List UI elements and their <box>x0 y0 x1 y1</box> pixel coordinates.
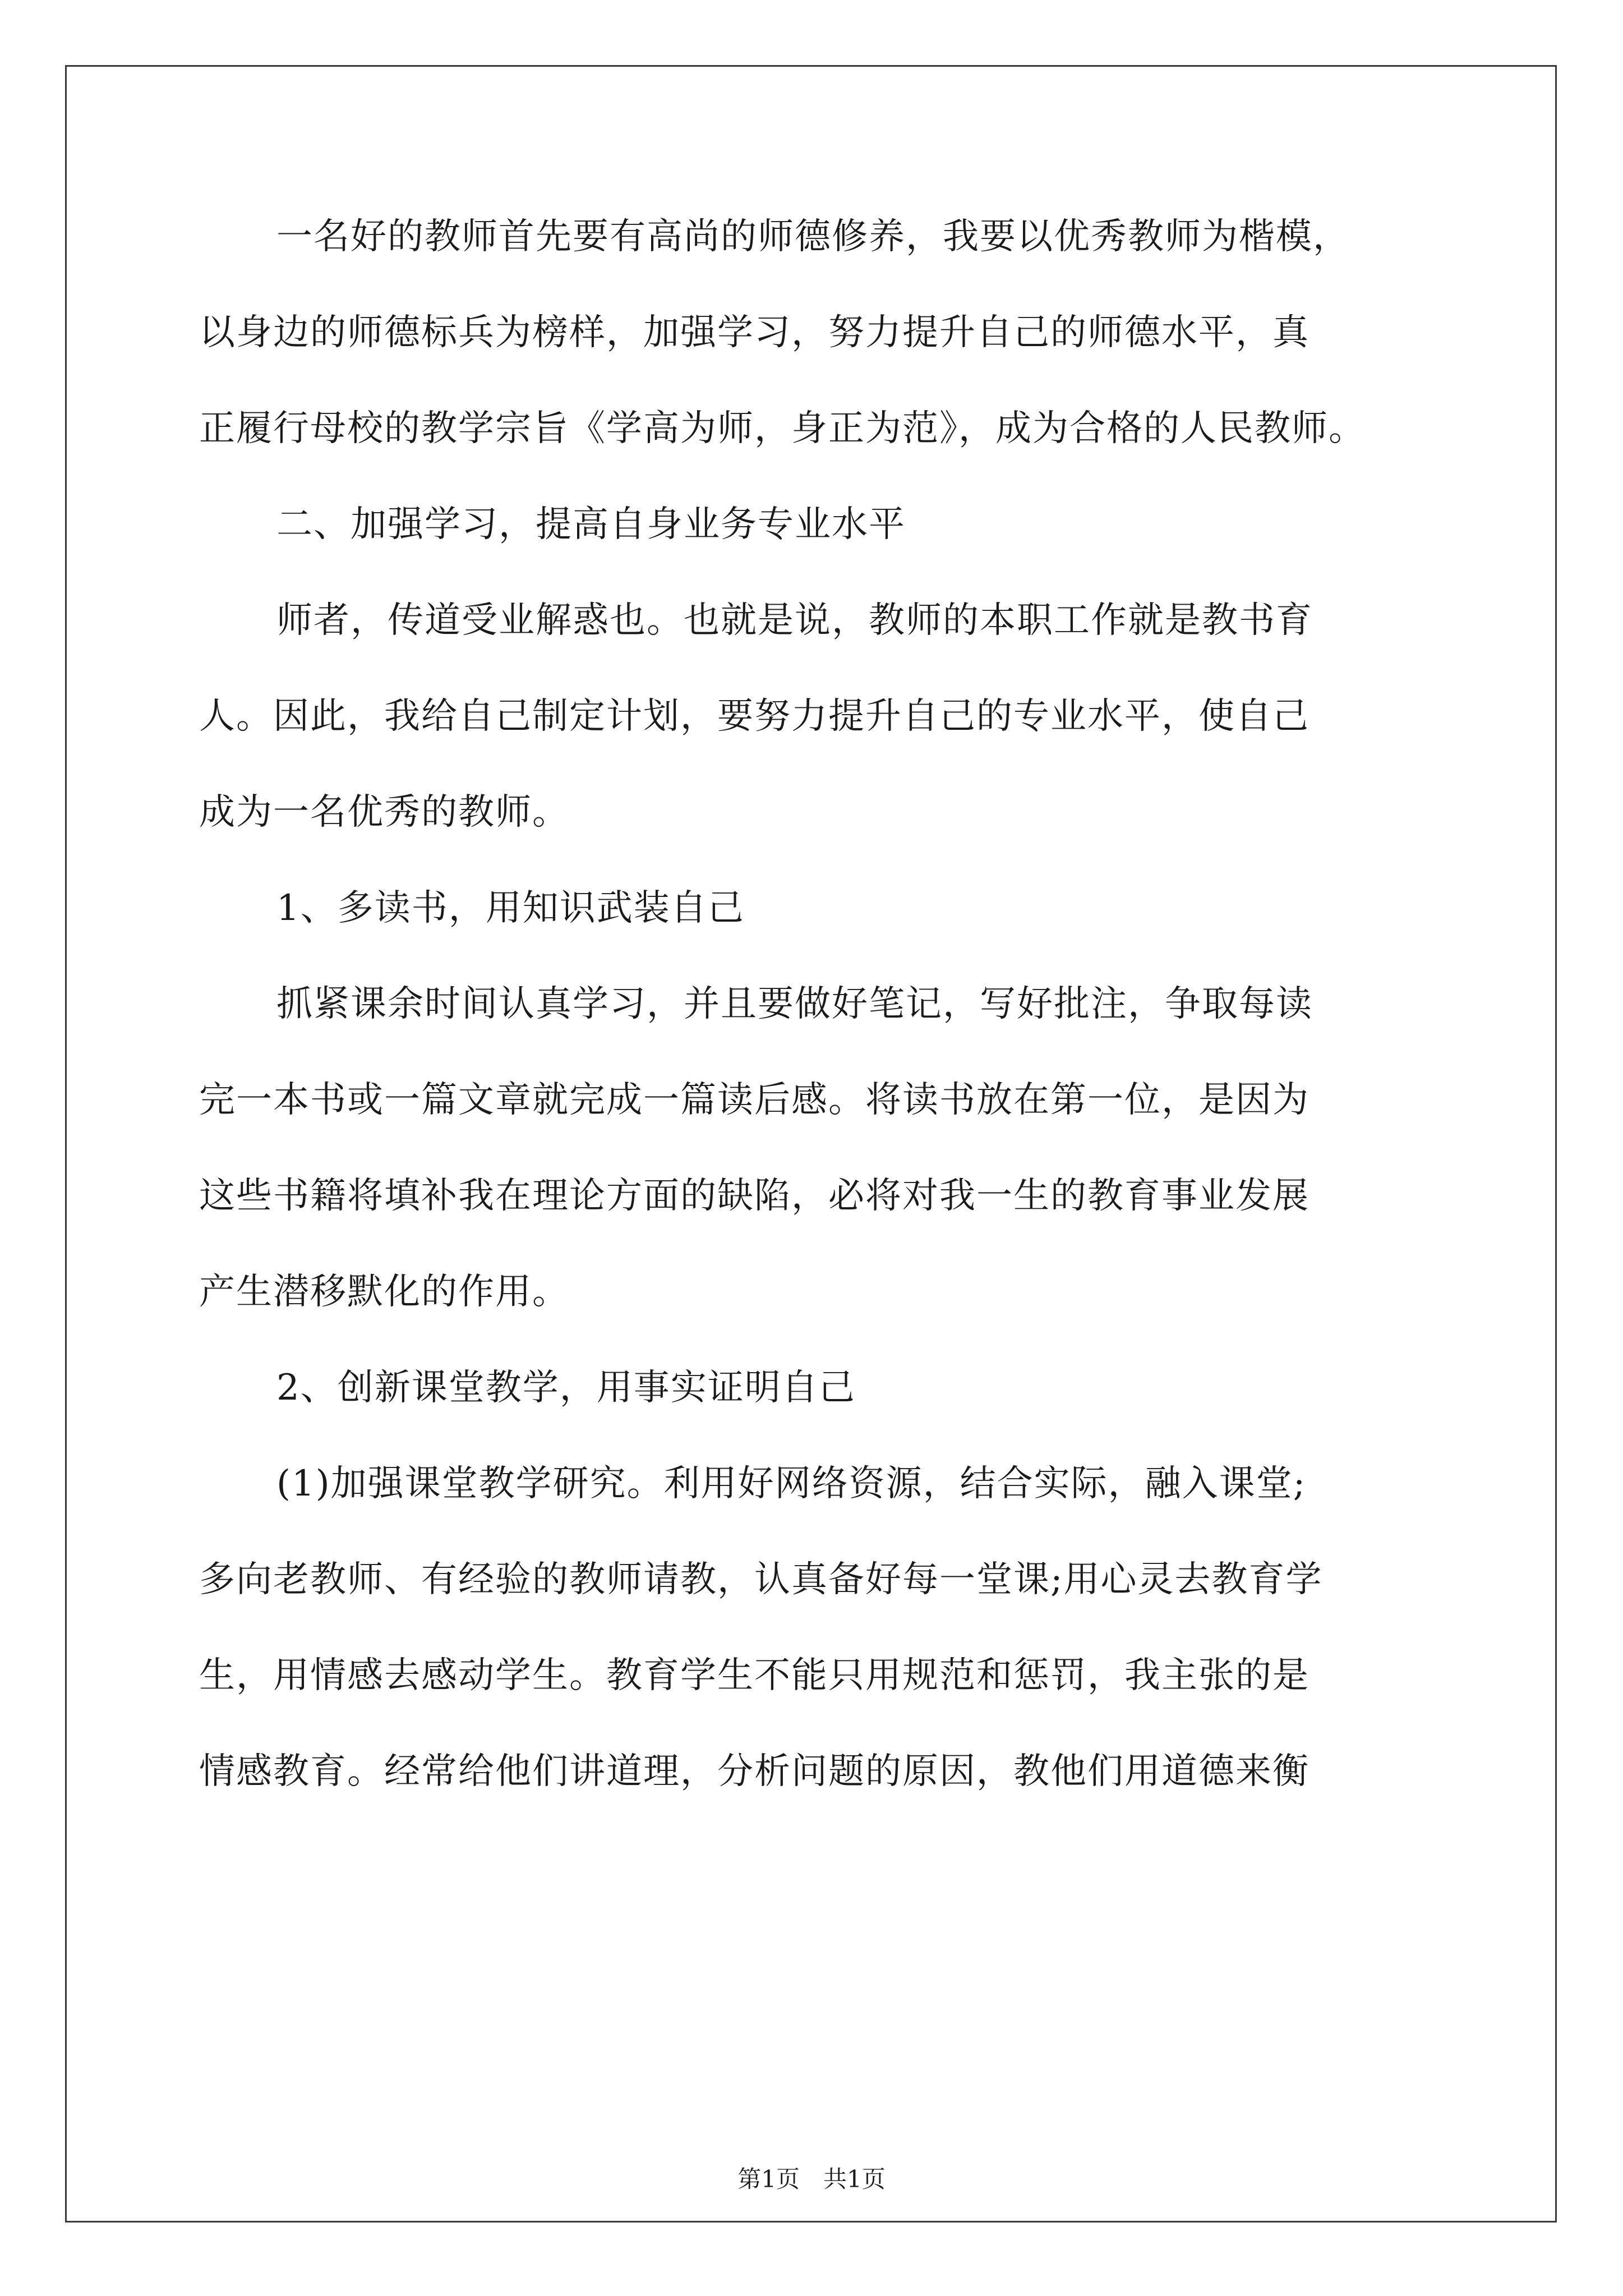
text-line-12: 产生潜移默化的作用。 <box>199 1271 569 1313</box>
page-number-current: 第1页 <box>737 2165 800 2193</box>
text-line-2: 以身边的师德标兵为榜样，加强学习，努力提升自己的师德水平，真 <box>199 312 1310 353</box>
text-line-5: 师者，传道受业解惑也。也就是说，教师的本职工作就是教书育 <box>276 600 1313 641</box>
section-heading-2: 二、加强学习，提高自身业务专业水平 <box>276 504 906 545</box>
text-line-15: 多向老教师、有经验的教师请教，认真备好每一堂课;用心灵去教育学 <box>199 1559 1323 1600</box>
document-body <box>199 215 1433 1846</box>
text-line-7: 成为一名优秀的教师。 <box>199 792 569 833</box>
text-line-17: 情感教育。经常给他们讲道理，分析问题的原因，教他们用道德来衡 <box>199 1751 1310 1792</box>
text-line-14: (1)加强课堂教学研究。利用好网络资源，结合实际，融入课堂; <box>276 1463 1307 1504</box>
page-number-total: 共1页 <box>823 2165 886 2193</box>
text-line-9: 抓紧课余时间认真学习，并且要做好笔记，写好批注，争取每读 <box>276 983 1313 1025</box>
page-footer <box>0 2165 1623 2193</box>
subheading-2: 2、创新课堂教学，用事实证明自己 <box>276 1367 856 1409</box>
text-line-10: 完一本书或一篇文章就完成一篇读后感。将读书放在第一位，是因为 <box>199 1079 1310 1121</box>
text-line-3: 正履行母校的教学宗旨《学高为师，身正为范》，成为合格的人民教师。 <box>199 408 1366 449</box>
subheading-1: 1、多读书，用知识武装自己 <box>276 887 745 929</box>
text-line-6: 人。因此，我给自己制定计划，要努力提升自己的专业水平，使自己 <box>199 696 1310 737</box>
text-line-16: 生，用情感去感动学生。教育学生不能只用规范和惩罚，我主张的是 <box>199 1655 1310 1696</box>
text-line-11: 这些书籍将填补我在理论方面的缺陷，必将对我一生的教育事业发展 <box>199 1175 1310 1217</box>
text-line-1: 一名好的教师首先要有高尚的师德修养，我要以优秀教师为楷模， <box>276 216 1350 257</box>
